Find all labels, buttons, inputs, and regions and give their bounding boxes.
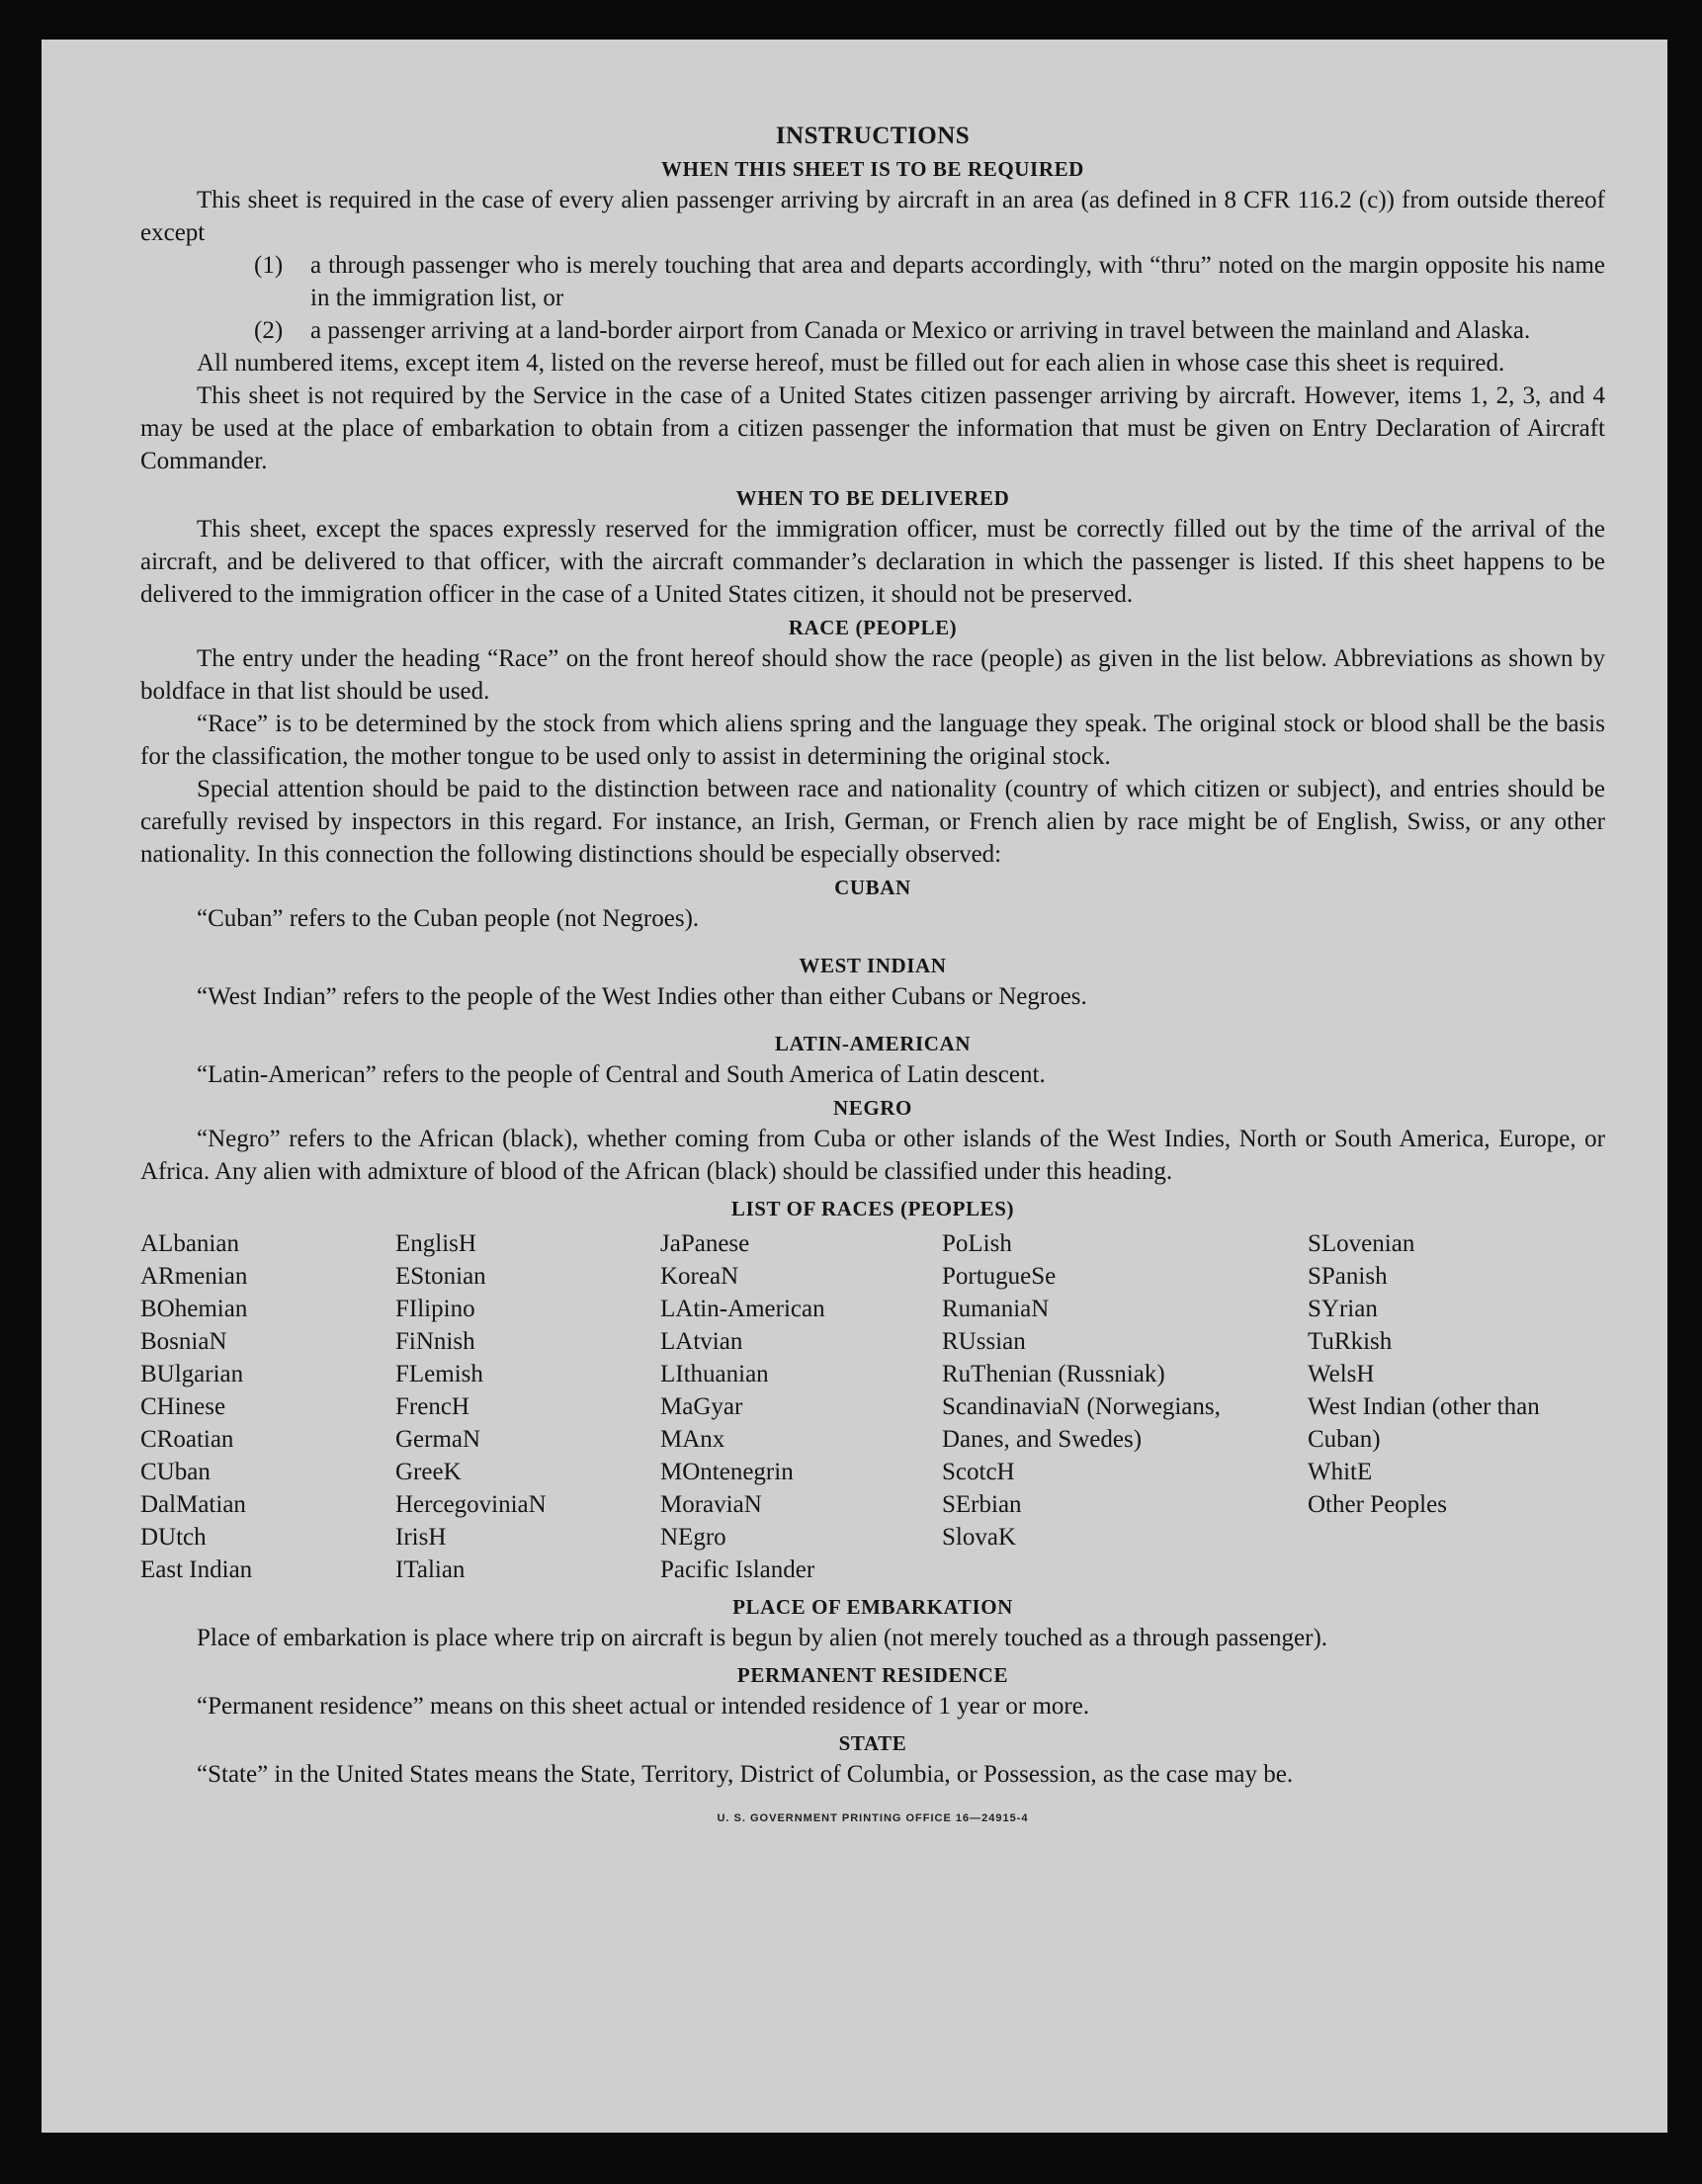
numbered-items-paragraph: All numbered items, except item 4, listed on the reverse hereof, must be filled out for each alien in whose case this sheet is required. <box>197 350 1505 377</box>
race-item: LIthuanian <box>660 1361 769 1387</box>
race-item: DalMatian <box>140 1491 246 1518</box>
race-item: Pacific Islander <box>660 1556 815 1583</box>
race-item: FrencH <box>395 1393 469 1420</box>
exception-1-text: a through passenger who is merely touching that area and departs accordingly, with “thru” noted on the margin opposite his name in the immigration list, or <box>310 252 1605 311</box>
instructions-body <box>140 121 1605 1835</box>
race-item: ALbanian <box>140 1230 239 1257</box>
page-title: INSTRUCTIONS <box>775 123 971 149</box>
race-item: CUban <box>140 1459 211 1485</box>
race-item: West Indian (other than Cuban) <box>1308 1393 1540 1453</box>
negro-heading: NEGRO <box>832 1096 912 1120</box>
race-paragraph-2: “Race” is to be determined by the stock from which aliens spring and the language they speak. The original stock or blood shall be the basis for the classification, the mother tongue to be used only to assist in determining the original stock. <box>140 711 1605 770</box>
race-item: FiNnish <box>395 1328 475 1355</box>
race-item: PortugueSe <box>942 1263 1057 1290</box>
race-item: PoLish <box>942 1230 1012 1257</box>
when-required-intro: This sheet is required in the case of every alien passenger arriving by aircraft in an area (as defined in 8 CFR 116.2 (c)) from outside thereof except <box>140 187 1605 246</box>
race-item: TuRkish <box>1308 1328 1393 1355</box>
race-item: GermaN <box>395 1426 481 1453</box>
citizen-paragraph: This sheet is not required by the Service in the case of a United States citizen passenger arriving by aircraft. However, items 1, 2, 3, and 4 may be used at the place of embarkation to obtain from a citizen passenger the information that must be given on Entry Declaration of Aircraft Commander. <box>140 382 1605 474</box>
state-heading: STATE <box>838 1731 907 1755</box>
race-item: LAtvian <box>660 1328 743 1355</box>
race-item: SErbian <box>942 1491 1022 1518</box>
race-item: HercegoviniaN <box>395 1491 547 1518</box>
race-item: Other Peoples <box>1308 1491 1447 1518</box>
races-column-5 <box>1308 1227 1605 1586</box>
race-item: DUtch <box>140 1524 207 1551</box>
race-item: LAtin-American <box>660 1296 825 1322</box>
exception-1 <box>254 249 1605 314</box>
embarkation-paragraph: Place of embarkation is place where trip on aircraft is begun by alien (not merely touched as a through passenger). <box>197 1625 1328 1651</box>
latin-american-heading: LATIN-AMERICAN <box>774 1032 972 1055</box>
race-item: MaGyar <box>660 1393 743 1420</box>
race-item: GreeK <box>395 1459 462 1485</box>
race-item: EnglisH <box>395 1230 476 1257</box>
race-item: EStonian <box>395 1263 486 1290</box>
race-item: BOhemian <box>140 1296 248 1322</box>
race-item: KoreaN <box>660 1263 739 1290</box>
race-item: CHinese <box>140 1393 226 1420</box>
document-page <box>42 40 1667 2133</box>
race-item: SlovaK <box>942 1524 1016 1551</box>
races-column-2 <box>395 1227 660 1586</box>
race-item: SYrian <box>1308 1296 1378 1322</box>
race-item: BUlgarian <box>140 1361 244 1387</box>
race-item: MOntenegrin <box>660 1459 794 1485</box>
races-column-3 <box>660 1227 942 1586</box>
race-item: IrisH <box>395 1524 447 1551</box>
race-item: BosniaN <box>140 1328 227 1355</box>
race-item: MAnx <box>660 1426 725 1453</box>
races-list <box>140 1227 1605 1586</box>
race-item: ITalian <box>395 1556 466 1583</box>
race-heading: RACE (PEOPLE) <box>788 616 958 639</box>
when-delivered-paragraph: This sheet, except the spaces expressly reserved for the immigration officer, must be correctly filled out by the time of the arrival of the aircraft, and be delivered to that officer, with the aircraft commander’s declaration in which the passenger is listed. If this sheet happens to be delivered to the immigration officer in the case of a United States citizen, it should not be preserved. <box>140 516 1605 608</box>
race-item: MoraviaN <box>660 1491 762 1518</box>
race-item: RUssian <box>942 1328 1026 1355</box>
list-of-races-heading: LIST OF RACES (PEOPLES) <box>730 1197 1015 1220</box>
residence-heading: PERMANENT RESIDENCE <box>736 1663 1009 1687</box>
race-item: FLemish <box>395 1361 483 1387</box>
race-item: JaPanese <box>660 1230 750 1257</box>
race-item: WhitE <box>1308 1459 1373 1485</box>
races-column-1 <box>140 1227 395 1586</box>
cuban-paragraph: “Cuban” refers to the Cuban people (not Negroes). <box>197 905 700 932</box>
exception-2 <box>254 314 1605 347</box>
race-item: FIlipino <box>395 1296 475 1322</box>
embarkation-heading: PLACE OF EMBARKATION <box>732 1595 1013 1619</box>
race-item: SPanish <box>1308 1263 1388 1290</box>
race-item: NEgro <box>660 1524 726 1551</box>
race-item: CRoatian <box>140 1426 234 1453</box>
latin-american-paragraph: “Latin-American” refers to the people of Central and South America of Latin descent. <box>197 1061 1046 1088</box>
race-item: ARmenian <box>140 1263 248 1290</box>
west-indian-heading: WEST INDIAN <box>799 954 947 977</box>
race-item: RuThenian (Russniak) <box>942 1361 1165 1387</box>
west-indian-paragraph: “West Indian” refers to the people of the West Indies other than either Cubans or Negroes. <box>197 983 1087 1010</box>
race-item: SLovenian <box>1308 1230 1415 1257</box>
exception-1-number: (1) <box>254 252 284 279</box>
race-item: ScotcH <box>942 1459 1015 1485</box>
race-paragraph-3: Special attention should be paid to the distinction between race and nationality (country of which citizen or subject), and entries should be carefully revised by inspectors in this regard. For instance, an Irish, German, or French alien by race might be of English, Swiss, or any other nationality. In this connection the following distinctions should be especially observed: <box>140 776 1605 868</box>
when-delivered-heading: WHEN TO BE DELIVERED <box>735 486 1010 510</box>
cuban-heading: CUBAN <box>834 876 911 899</box>
race-item: RumaniaN <box>942 1296 1050 1322</box>
races-column-4 <box>942 1227 1308 1586</box>
state-paragraph: “State” in the United States means the State, Territory, District of Columbia, or Possession, as the case may be. <box>197 1761 1294 1788</box>
when-required-heading: WHEN THIS SHEET IS TO BE REQUIRED <box>661 157 1084 181</box>
race-item: ScandinaviaN (Norwegians, Danes, and Swedes) <box>942 1393 1221 1453</box>
printing-office-footer: U. S. GOVERNMENT PRINTING OFFICE 16—24915-4 <box>717 1812 1029 1824</box>
race-item: East Indian <box>140 1556 253 1583</box>
residence-paragraph: “Permanent residence” means on this sheet actual or intended residence of 1 year or more. <box>197 1693 1090 1720</box>
race-paragraph-1: The entry under the heading “Race” on the front hereof should show the race (people) as given in the list below. Abbreviations as shown by boldface in that list should be used. <box>140 645 1605 705</box>
exception-2-number: (2) <box>254 317 284 344</box>
race-item: WelsH <box>1308 1361 1375 1387</box>
negro-paragraph: “Negro” refers to the African (black), whether coming from Cuba or other islands of the West Indies, North or South America, Europe, or Africa. Any alien with admixture of blood of the African (black) should be classified under this heading. <box>140 1126 1605 1185</box>
exception-2-text: a passenger arriving at a land-border airport from Canada or Mexico or arriving in travel between the mainland and Alaska. <box>310 317 1531 344</box>
